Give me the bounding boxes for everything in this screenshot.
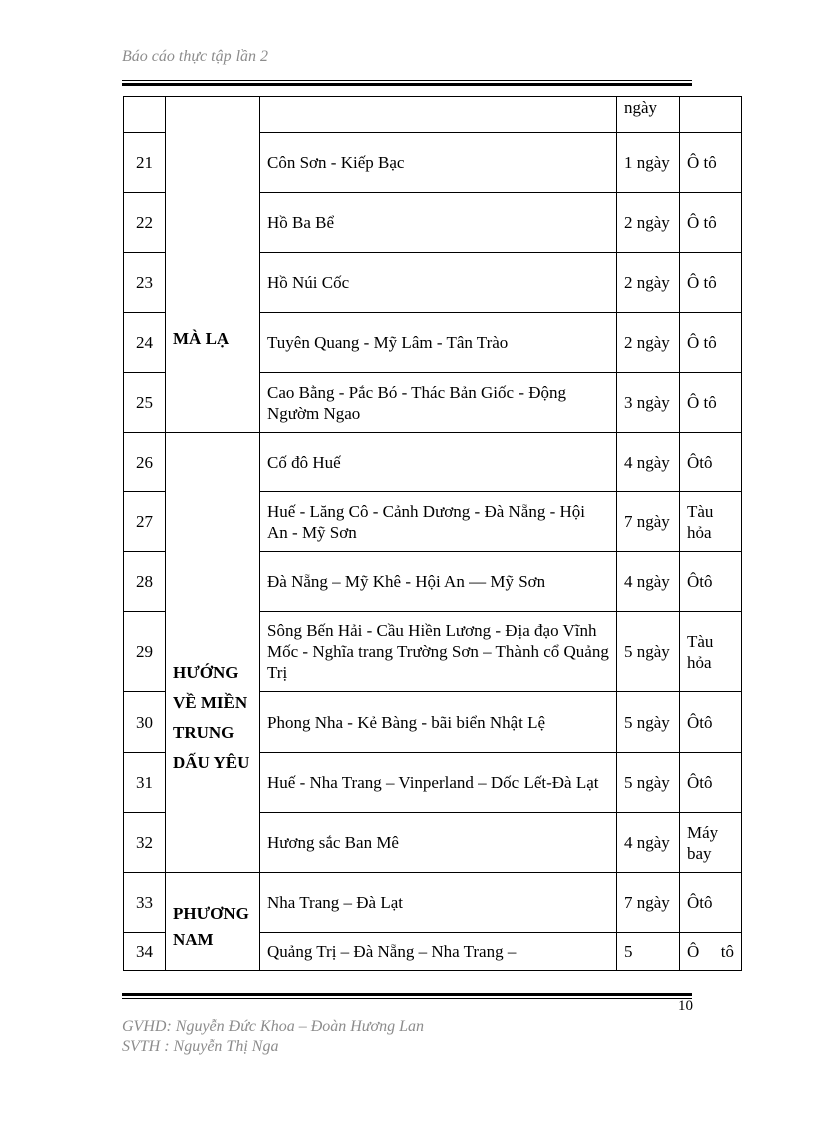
page-number: 10 [678,998,693,1014]
region-label: PHƯƠNG NAM [173,904,249,949]
route-cell: Đà Nẵng – Mỹ Khê - Hội An — Mỹ Sơn [260,552,617,612]
duration-cell: 5 ngày [617,692,680,753]
row-number: 33 [124,873,166,933]
row-number: 31 [124,753,166,813]
row-number: 28 [124,552,166,612]
route-cell: Phong Nha - Kẻ Bàng - bãi biển Nhật Lệ [260,692,617,753]
transport-cell: Máy bay [680,813,742,873]
transport-cell: Tàu hỏa [680,612,742,692]
transport-cell: Ô tô [680,313,742,373]
transport-cell: Ô tô [680,932,742,970]
transport-cell: Ô tô [680,373,742,433]
tour-table [123,96,742,971]
route-cell: Huế - Nha Trang – Vinperland – Dốc Lết-Đà Lạt [260,753,617,813]
transport-cell: Ô tô [680,133,742,193]
duration-cell: 4 ngày [617,813,680,873]
transport-cell: Ô tô [680,253,742,313]
route-cell: Huế - Lăng Cô - Cảnh Dương - Đà Nẵng - Hội An - Mỹ Sơn [260,492,617,552]
footer-advisor: GVHD: Nguyễn Đức Khoa – Đoàn Hương Lan [122,1018,424,1035]
table-row [124,97,742,133]
region-label: HƯỚNG VỀ MIỀN TRUNG DẤU YÊU [173,662,250,772]
row-number: 34 [124,932,166,970]
region-cell [166,97,260,433]
transport-cell: Ôtô [680,873,742,933]
route-cell: Tuyên Quang - Mỹ Lâm - Tân Trào [260,313,617,373]
page-header: Báo cáo thực tập lần 2 [122,48,269,65]
region-cell [166,433,260,873]
row-number: 27 [124,492,166,552]
table-row [124,433,742,492]
region-label: MÀ LẠ [173,328,230,348]
duration-cell: 1 ngày [617,133,680,193]
duration-cell: 7 ngày [617,492,680,552]
row-number [124,97,166,133]
duration-cell: 5 [617,932,680,970]
route-cell: Côn Sơn - Kiếp Bạc [260,133,617,193]
route-cell: Hương sắc Ban Mê [260,813,617,873]
header-rule-thick [122,83,692,86]
duration-cell: 2 ngày [617,313,680,373]
row-number: 32 [124,813,166,873]
route-cell [260,97,617,133]
footer-rule-thick [122,993,692,996]
route-cell: Nha Trang – Đà Lạt [260,873,617,933]
row-number: 24 [124,313,166,373]
row-number: 30 [124,692,166,753]
transport-cell: Ôtô [680,692,742,753]
region-cell [166,873,260,971]
header-rule-thin [122,80,692,81]
row-number: 29 [124,612,166,692]
route-cell: Sông Bến Hải - Cầu Hiền Lương - Địa đạo Vĩnh Mốc - Nghĩa trang Trường Sơn – Thành cổ Quảng Trị [260,612,617,692]
duration-cell: ngày [617,97,680,133]
duration-cell: 5 ngày [617,753,680,813]
transport-cell: Ô tô [680,193,742,253]
duration-cell: 4 ngày [617,433,680,492]
duration-cell: 4 ngày [617,552,680,612]
duration-cell: 2 ngày [617,253,680,313]
row-number: 22 [124,193,166,253]
duration-cell: 2 ngày [617,193,680,253]
route-cell: Cao Bằng - Pắc Bó - Thác Bản Giốc - Động Ngườm Ngao [260,373,617,433]
transport-cell [680,97,742,133]
row-number: 25 [124,373,166,433]
footer-rule-thin [122,998,692,999]
route-cell: Hồ Ba Bể [260,193,617,253]
duration-cell: 7 ngày [617,873,680,933]
route-cell: Hồ Núi Cốc [260,253,617,313]
transport-cell: Ôtô [680,552,742,612]
transport-cell: Ôtô [680,753,742,813]
row-number: 23 [124,253,166,313]
transport-cell: Ôtô [680,433,742,492]
table-row [124,873,742,933]
footer-student: SVTH : Nguyễn Thị Nga [122,1038,279,1055]
transport-cell: Tàu hỏa [680,492,742,552]
route-cell: Quảng Trị – Đà Nẵng – Nha Trang – [260,932,617,970]
duration-cell: 5 ngày [617,612,680,692]
row-number: 26 [124,433,166,492]
duration-cell: 3 ngày [617,373,680,433]
route-cell: Cố đô Huế [260,433,617,492]
row-number: 21 [124,133,166,193]
